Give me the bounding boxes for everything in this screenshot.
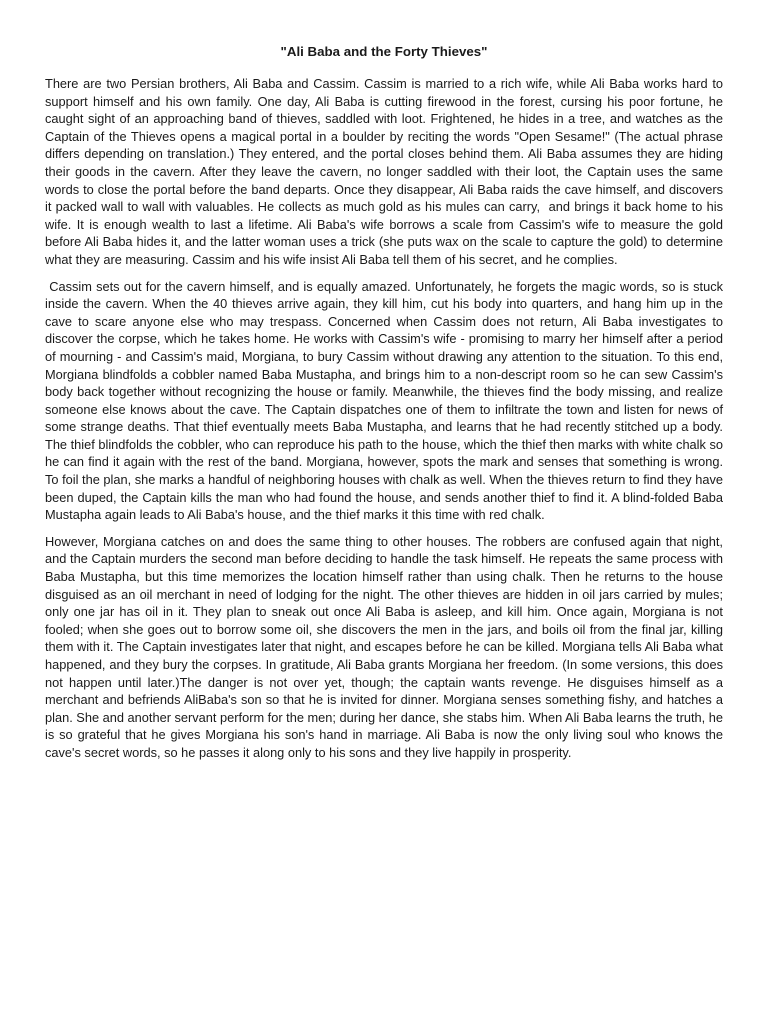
paragraph-1: There are two Persian brothers, Ali Baba and Cassim. Cassim is married to a rich wife, while Ali Baba works hard to support himself and his own family. One day, Ali Baba is cutting firewood in the forest, cursing his poor fortune, he caught sight of an approaching band of thieves, saddled with loot. Frightened, he hides in a tree, and watches as the Captain of the Thieves opens a magical portal in a boulder by reciting the words "Open Sesame!" (The actual phrase differs depending on translation.) They entered, and the portal closes behind them. Ali Baba assumes they are hiding their goods in the cavern. After they leave the cavern, no longer saddled with their loot, the Captain uses the same words to close the portal before the band departs. Once they disappear, Ali Baba raids the cave himself, and discovers it packed wall to wall with valuables. He collects as much gold as his mules can carry, and brings it back home to his wife. It is enough wealth to last a lifetime. Ali Baba's wife borrows a scale from Cassim's wife to measure the gold before Ali Baba hides it, and the latter woman uses a trick (she puts wax on the scale to capture the gold) to determine what they are measuring. Cassim and his wife insist Ali Baba tell them of his secret, and he complies.: [45, 76, 727, 267]
paragraph-2: Cassim sets out for the cavern himself, and is equally amazed. Unfortunately, he forgets the magic words, so is stuck inside the cavern. When the 40 thieves arrive again, they kill him, cut his body into quarters, and hang him up in the cave to scare anyone else who may trespass. Concerned when Cassim does not return, Ali Baba investigates to discover the corpse, which he takes home. He works with Cassim's wife - promising to marry her himself after a period of mourning - and Cassim's maid, Morgiana, to bury Cassim without drawing any attention to the situation. To this end, Morgiana blindfolds a cobbler named Baba Mustapha, and brings him to a non-descript room so he can sew Cassim's body back together without recognizing the house or family. Meanwhile, the thieves find the body missing, and realize someone else knows about the cave. The Captain dispatches one of them to infiltrate the town and listen for news of some strange deaths. That thief eventually meets Baba Mustapha, and learns that he had recently stitched up a body. The thief blindfolds the cobbler, who can reproduce his path to the house, which the thief then marks with white chalk so he can find it again with the rest of the band. Morgiana, however, spots the mark and senses that something is wrong. To foil the plan, she marks a handful of neighboring houses with chalk as well. When the thieves return to find they have been duped, the Captain kills the man who had found the house, and sends another thief to find it. A blind-folded Baba Mustapha again leads to Ali Baba's house, and the thief marks it this time with red chalk.: [45, 278, 727, 523]
document-body: [45, 75, 727, 771]
paragraph-3: However, Morgiana catches on and does the same thing to other houses. The robbers are confused again that night, and the Captain murders the second man before deciding to handle the task himself. He repeats the same process with Baba Mustapha, but this time memorizes the location himself rather than using chalk. Then he returns to the house disguised as an oil merchant in need of lodging for the night. The other thieves are hidden in oil jars carried by mules; only one jar has oil in it. They plan to sneak out once Ali Baba is asleep, and kill him. Once again, Morgiana is not fooled; when she goes out to borrow some oil, she discovers the men in the jars, and boils oil from the final jar, killing them with it. The Captain investigates later that night, and escapes before he can be killed. Morgiana tells Ali Baba what happened, and they bury the corpses. In gratitude, Ali Baba grants Morgiana her freedom. (In some versions, this does not happen until later.)The danger is not over yet, though; the captain wants revenge. He disguises himself as a merchant and befriends AliBaba's son so that he is invited for dinner. Morgiana senses something fishy, and hatches a plan. She and another servant perform for the men; during her dance, she stabs him. When Ali Baba learns the truth, he is so grateful that he gives Morgiana his son's hand in marriage. Ali Baba is now the only living soul who knows the cave's secret words, so he passes it along only to his sons and they live happily in prosperity.: [45, 533, 727, 760]
document-title: "Ali Baba and the Forty Thieves": [280, 44, 488, 59]
